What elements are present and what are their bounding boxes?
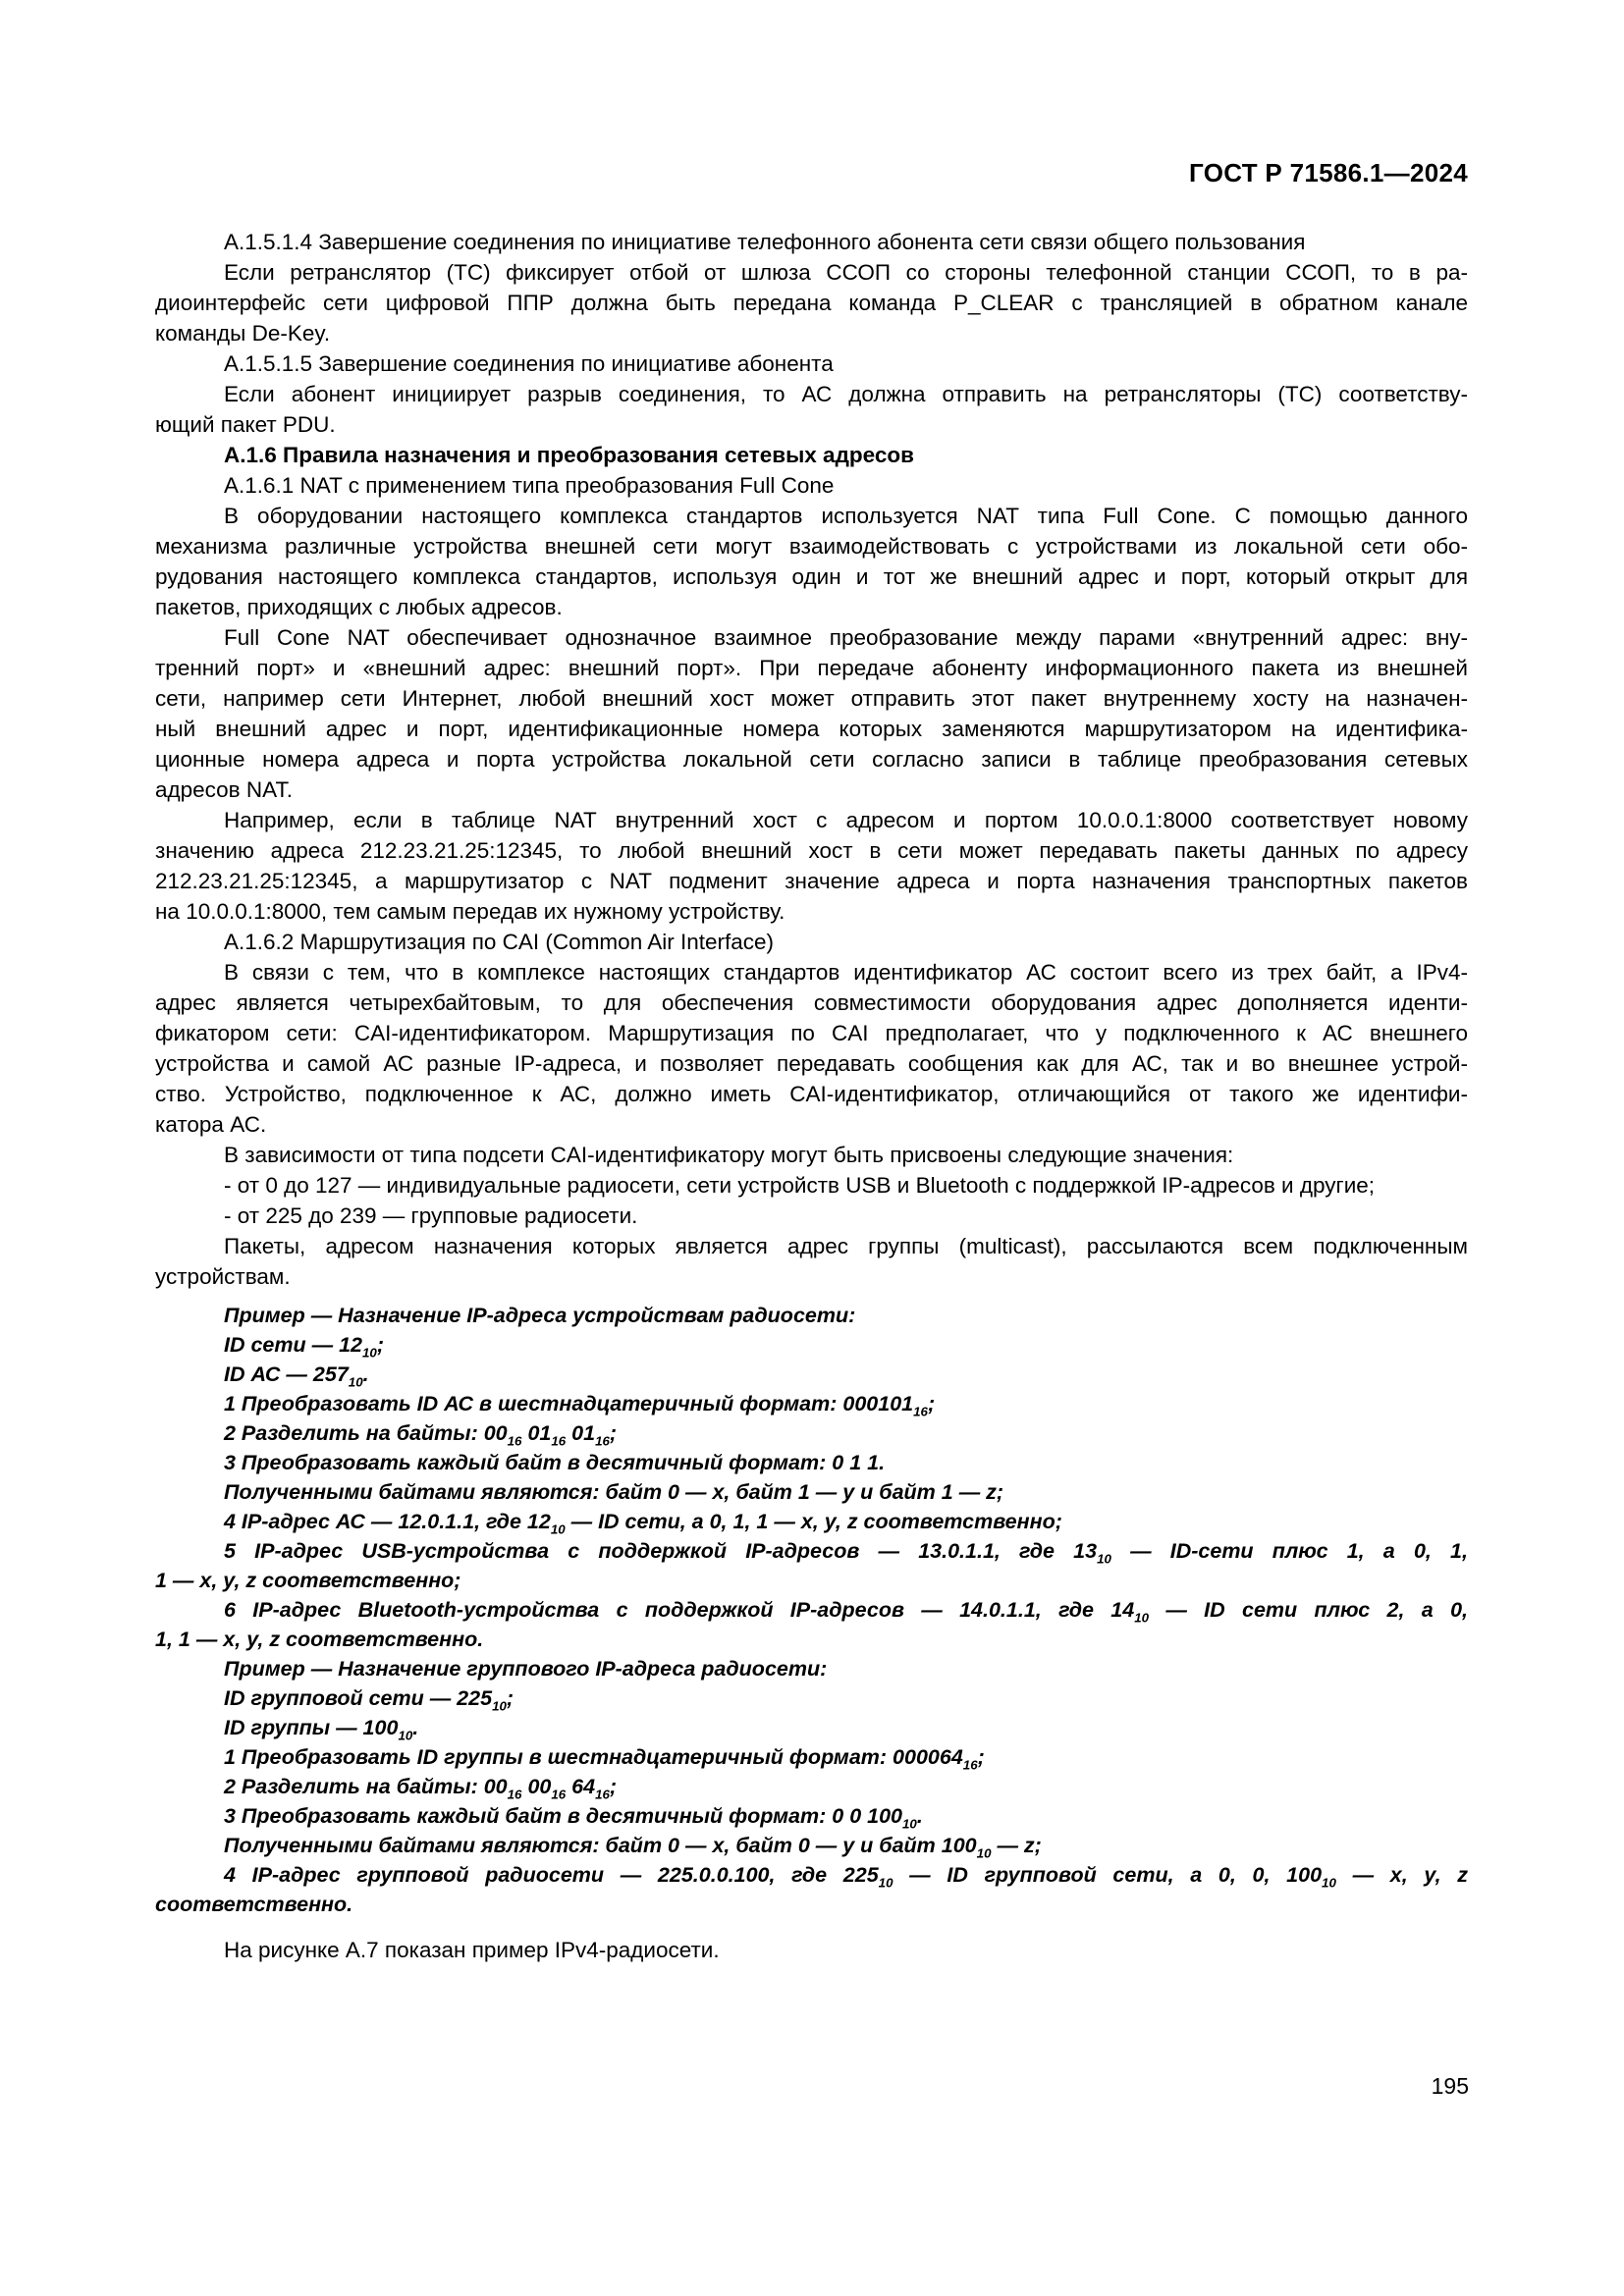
text-line: тренний порт» и «внешний адрес: внешний порт». При передаче абоненту информационного пакета из внешней bbox=[155, 656, 1468, 680]
document-header: ГОСТ Р 71586.1—2024 bbox=[1189, 158, 1468, 187]
text-line: механизма различные устройства внешней сети могут взаимодействовать с устройствами из локальной сети обо- bbox=[155, 534, 1468, 559]
text-line: - от 225 до 239 — групповые радиосети. bbox=[224, 1203, 638, 1228]
text-line: сети, например сети Интернет, любой внешний хост может отправить этот пакет внутреннему хосту на назначен- bbox=[155, 686, 1468, 711]
text-line: ный внешний адрес и порт, идентификационные номера которых заменяются маршрутизатором на идентифика- bbox=[155, 717, 1468, 741]
text-line: на 10.0.0.1:8000, тем самым передав их нужному устройству. bbox=[155, 899, 785, 924]
text-line: ство. Устройство, подключенное к АС, должно иметь CAI-идентификатор, отличающийся от такого же идентифи- bbox=[155, 1082, 1468, 1106]
text-line: адресов NAT. bbox=[155, 777, 293, 802]
text-line: Full Cone NAT обеспечивает однозначное взаимное преобразование между парами «внутренний адрес: вну- bbox=[224, 625, 1468, 650]
text-line: Например, если в таблице NAT внутренний хост с адресом и портом 10.0.0.1:8000 соответствует новому bbox=[224, 808, 1468, 832]
subscript: 16 bbox=[551, 1433, 567, 1448]
example-line: ID групповой сети — $225_{10}$; bbox=[224, 1686, 514, 1713]
subscript: 10 bbox=[878, 1875, 893, 1890]
text-line: рудования настоящего комплекса стандартов, используя один и тот же внешний адрес и порт, который открыт для bbox=[155, 564, 1468, 589]
text-line: На рисунке А.7 показан пример IPv4-радиосети. bbox=[224, 1938, 720, 1962]
subscript: 10 bbox=[362, 1345, 377, 1360]
text-line: катора АС. bbox=[155, 1112, 267, 1137]
subscript: 10 bbox=[1134, 1610, 1150, 1625]
subscript: 16 bbox=[507, 1787, 522, 1801]
text-line: устройства и самой АС разные IP-адреса, и позволяет передавать сообщения как для АС, так и во внешнее устрой- bbox=[155, 1051, 1468, 1076]
text-line: пакетов, приходящих с любых адресов. bbox=[155, 595, 563, 619]
subscript: 16 bbox=[551, 1787, 567, 1801]
example-line: 3 Преобразовать каждый байт в десятичный формат: 0 1 1. bbox=[224, 1451, 886, 1474]
example-line: ID сети — $12_{10}$; bbox=[224, 1333, 384, 1360]
subscript: 10 bbox=[976, 1845, 992, 1860]
example-line: 1 — x, y, z соответственно; bbox=[155, 1569, 461, 1592]
text-line: Если абонент инициирует разрыв соединения, то АС должна отправить на ретрансляторы (ТС) соответству- bbox=[224, 382, 1468, 406]
text-line: фикатором сети: CAI-идентификатором. Маршрутизация по CAI предполагает, что у подключенного к АС внешнего bbox=[155, 1021, 1468, 1045]
example-line: 3 Преобразовать каждый байт в десятичный формат: 0 0 $100_{10}$. bbox=[224, 1804, 923, 1831]
text-line: ющий пакет PDU. bbox=[155, 412, 336, 437]
text-line: А.1.6.2 Маршрутизация по CAI (Common Air Interface) bbox=[224, 930, 775, 954]
example-line: 5 IP-адрес USB-устройства с поддержкой IP-адресов — 13.0.1.1, где $13_{10}$ — ID-сети плюс 1, а 0, 1, bbox=[224, 1539, 1468, 1566]
document-lines bbox=[155, 227, 1468, 1965]
subscript: 10 bbox=[398, 1728, 413, 1742]
subscript: 16 bbox=[962, 1757, 978, 1772]
example-line: 1 Преобразовать ID АС в шестнадцатеричный формат: $000101_{16}$; bbox=[224, 1392, 936, 1418]
example-line: 1 Преобразовать ID группы в шестнадцатеричный формат: $000064_{16}$; bbox=[224, 1745, 985, 1772]
text-line: команды De-Key. bbox=[155, 321, 331, 346]
example-line: Пример — Назначение IP-адреса устройствам радиосети: bbox=[224, 1304, 856, 1327]
example-line: Полученными байтами являются: байт 0 — x, байт 1 — y и байт 1 — z; bbox=[224, 1480, 1004, 1504]
text-line: А.1.5.1.4 Завершение соединения по инициативе телефонного абонента сети связи общего пользования bbox=[224, 230, 1306, 254]
text-line: 212.23.21.25:12345, а маршрутизатор с NAT подменит значение адреса и порта назначения транспортных пакетов bbox=[155, 869, 1468, 893]
text-line: В зависимости от типа подсети CAI-идентификатору могут быть присвоены следующие значения: bbox=[224, 1143, 1234, 1167]
subscript: 16 bbox=[595, 1433, 610, 1448]
subscript: 16 bbox=[595, 1787, 610, 1801]
subscript: 10 bbox=[348, 1374, 363, 1389]
example-line: 2 Разделить на байты: $00_{16}$ $01_{16}$ $01_{16}$; bbox=[224, 1421, 618, 1448]
subscript: 10 bbox=[902, 1816, 917, 1831]
text-line: адрес является четырехбайтовым, то для обеспечения совместимости оборудования адрес дополняется иденти- bbox=[155, 990, 1468, 1015]
text-line: устройствам. bbox=[155, 1264, 291, 1289]
example-line: 1, 1 — x, y, z соответственно. bbox=[155, 1628, 484, 1651]
text-line: ционные номера адреса и порта устройства локальной сети согласно записи в таблице преобразования сетевых bbox=[155, 747, 1468, 772]
text-line: - от 0 до 127 — индивидуальные радиосети, сети устройств USB и Bluetooth с поддержкой IP-адресов и другие; bbox=[224, 1173, 1376, 1198]
example-line: 4 IP-адрес АС — 12.0.1.1, где $12_{10}$ — ID сети, а 0, 1, 1 — x, y, z соответственно; bbox=[224, 1510, 1062, 1536]
example-line: соответственно. bbox=[155, 1893, 353, 1916]
example-line: 6 IP-адрес Bluetooth-устройства с поддержкой IP-адресов — 14.0.1.1, где $14_{10}$ — ID сети плюс 2, а 0, bbox=[224, 1598, 1468, 1625]
text-line: В оборудовании настоящего комплекса стандартов используется NAT типа Full Cone. С помощью данного bbox=[224, 504, 1468, 528]
subscript: 10 bbox=[1322, 1875, 1336, 1890]
text-line: Если ретранслятор (ТС) фиксирует отбой от шлюза ССОП со стороны телефонной станции ССОП, то в ра- bbox=[224, 260, 1468, 285]
text-line: В связи с тем, что в комплексе настоящих стандартов идентификатор АС состоит всего из трех байт, а IPv4- bbox=[224, 960, 1468, 985]
subscript: 10 bbox=[550, 1522, 566, 1536]
page-number: 195 bbox=[1431, 2073, 1469, 2099]
subscript: 10 bbox=[1097, 1551, 1111, 1566]
example-line: Полученными байтами являются: байт 0 — x, байт 0 — y и байт $100_{10}$ — z; bbox=[224, 1834, 1042, 1860]
text-line: А.1.6.1 NAT с применением типа преобразования Full Cone bbox=[224, 473, 835, 498]
text-line: А.1.6 Правила назначения и преобразования сетевых адресов bbox=[224, 443, 914, 467]
subscript: 16 bbox=[507, 1433, 522, 1448]
subscript: 16 bbox=[913, 1404, 928, 1418]
text-line: А.1.5.1.5 Завершение соединения по инициативе абонента bbox=[224, 351, 834, 376]
example-line: ID группы — $100_{10}$. bbox=[224, 1716, 419, 1742]
example-line: 2 Разделить на байты: $00_{16}$ $00_{16}$ $64_{16}$; bbox=[224, 1775, 618, 1801]
example-line: 4 IP-адрес групповой радиосети — 225.0.0.100, где $225_{10}$ — ID групповой сети, а 0, 0, $100_{10}$ — x, y, z bbox=[224, 1863, 1468, 1890]
example-line: ID АС — $257_{10}$. bbox=[224, 1362, 369, 1389]
text-line: значению адреса 212.23.21.25:12345, то любой внешний хост в сети может передавать пакеты данных по адресу bbox=[155, 838, 1468, 863]
subscript: 10 bbox=[492, 1698, 507, 1713]
text-line: диоинтерфейс сети цифровой ППР должна быть передана команда P_CLEAR с трансляцией в обратном канале bbox=[155, 291, 1468, 315]
example-line: Пример — Назначение группового IP-адреса радиосети: bbox=[224, 1657, 828, 1681]
text-line: Пакеты, адресом назначения которых является адрес группы (multicast), рассылаются всем подключенным bbox=[224, 1234, 1468, 1258]
